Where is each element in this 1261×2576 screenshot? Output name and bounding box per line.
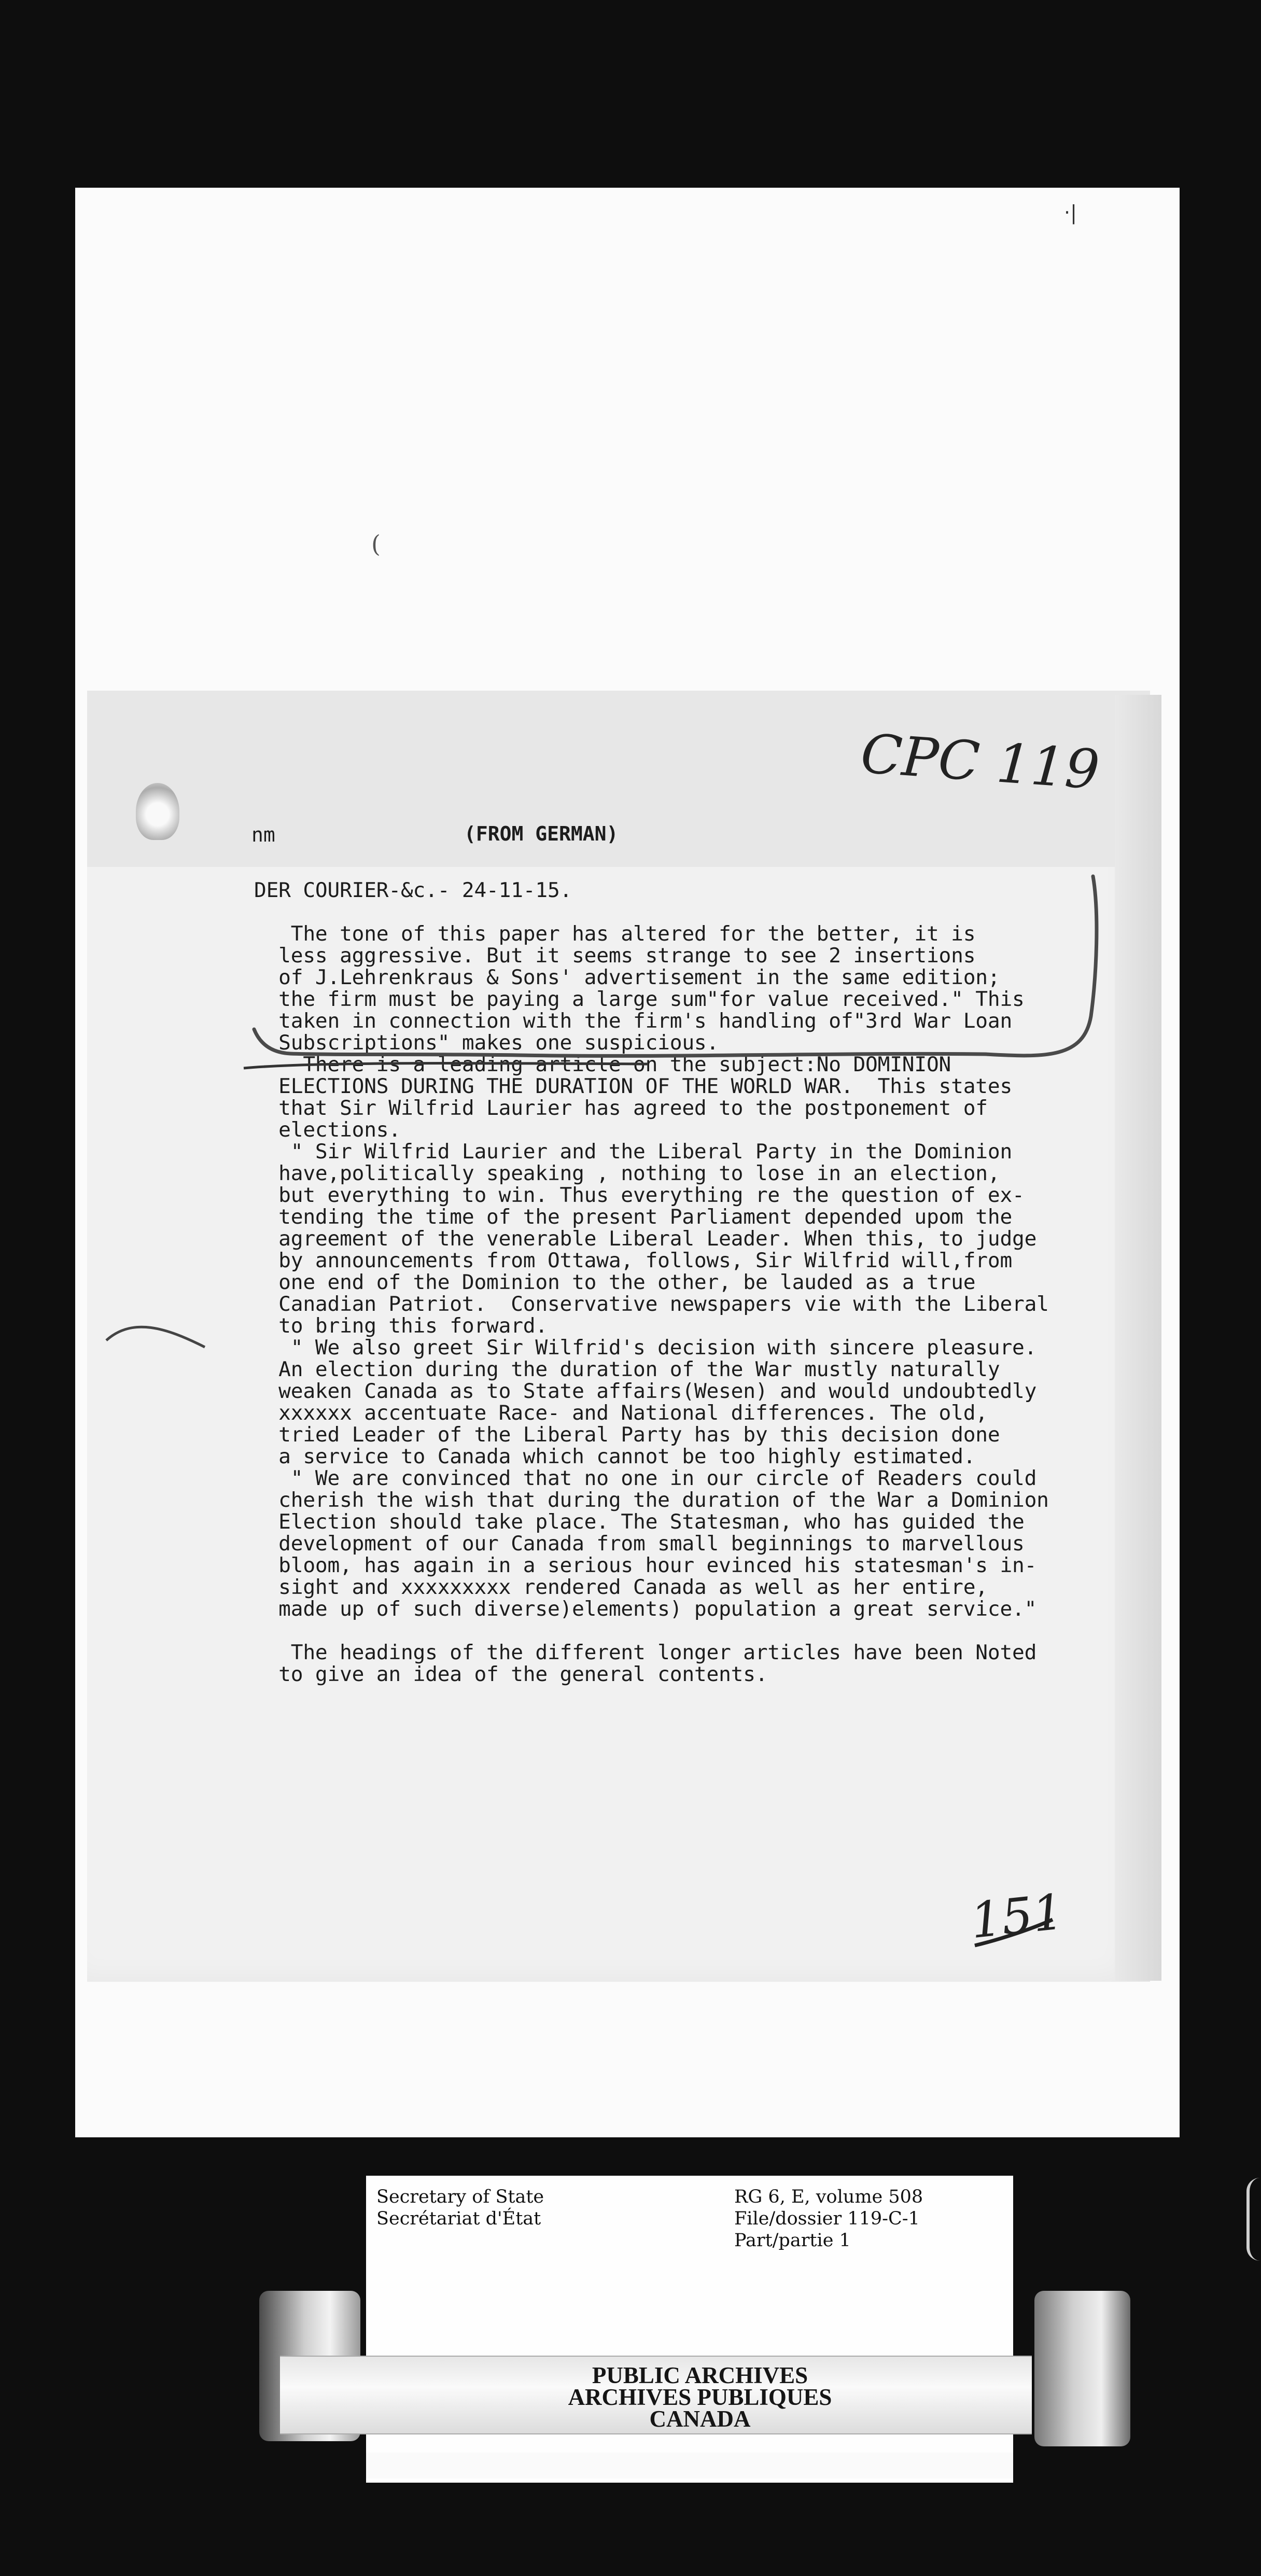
memo-closing-line: The headings of the different longer articles have been Noted [254,1641,1037,1664]
pencil-underline-mark [244,1063,648,1068]
archive-card-lower-edge [366,2453,1013,2479]
handwritten-reference-tag: CPC 119 [859,722,1102,802]
card-part-number: Part/partie 1 [734,2230,851,2251]
memo-line: Canadian Patriot. Conservative newspapers vie with the Liberal [254,1292,1049,1316]
memo-line: but everything to win. Thus everything re the question of ex- [254,1183,1025,1207]
memo-line: by announcements from Ottawa, follows, Sir Wilfrid will,from [254,1249,1013,1272]
archive-stamp-line: CANADA [649,2406,751,2432]
card-department [376,2186,544,2230]
archive-stamp-line: ARCHIVES PUBLIQUES [568,2384,832,2410]
card-file-number: File/dossier 119-C-1 [734,2208,920,2229]
memo-line: There is a leading article on the subject:No DOMINION [254,1053,951,1076]
memo-line: to bring this forward. [254,1314,548,1338]
memo-title-line: DER COURIER-&c.- 24-11-15. [254,878,572,902]
card-record-group: RG 6, E, volume 508 [734,2187,923,2207]
memo-line: elections. [254,1118,401,1142]
memo-line: " We are convinced that no one in our circle of Readers could [254,1466,1037,1490]
memo-line: sight and xxxxxxxxx rendered Canada as well as her entire, [254,1575,988,1599]
memo-line: ELECTIONS DURING THE DURATION OF THE WORLD WAR. This states [254,1074,1013,1098]
corner-tick-mark: ·| [1064,201,1077,224]
archive-reference-card [366,2176,1013,2483]
memo-line: tending the time of the present Parliament depended upom the [254,1205,1013,1229]
handwritten-folio-number: 151 [968,1883,1067,1950]
memo-line: taken in connection with the firm's handling of"3rd War Loan [254,1009,1013,1033]
card-department-en: Secretary of State [376,2187,544,2207]
scanner-edge-bracket [1246,2178,1260,2261]
card-file-reference [734,2186,923,2251]
memo-line: development of our Canada from small beginnings to marvellous [254,1532,1025,1556]
translation-note: (FROM GERMAN) [464,822,619,845]
memo-line: The tone of this paper has altered for the better, it is [254,922,976,946]
stray-pencil-mark: ( [371,530,381,558]
memo-line: less aggressive. But it seems strange to see 2 insertions [254,944,976,968]
typist-initials: nm [251,823,275,846]
memo-line: one end of the Dominion to the other, be lauded as a true [254,1270,976,1294]
memo-line: the firm must be paying a large sum"for value received." This [254,987,1025,1011]
pencil-bracket-mark [254,876,1097,1056]
memo-line: " Sir Wilfrid Laurier and the Liberal Party in the Dominion [254,1140,1013,1164]
memo-line: that Sir Wilfrid Laurier has agreed to the postponement of [254,1096,988,1120]
memo-line: have,politically speaking , nothing to lose in an election, [254,1161,1000,1185]
memo-line: xxxxxx accentuate Race- and National differences. The old, [254,1401,988,1425]
memo-line: bloom, has again in a serious hour evinced his statesman's in- [254,1553,1037,1577]
memo-line: Subscriptions" makes one suspicious. [254,1031,719,1055]
memo-line: made up of such diverse)elements) population a great service." [254,1597,1037,1621]
pencil-margin-dash [106,1327,205,1347]
memo-line: weaken Canada as to State affairs(Wesen) and would undoubtedly [254,1379,1037,1403]
memo-line: cherish the wish that during the duration of the War a Dominion [254,1488,1049,1512]
memo-closing-line: to give an idea of the general contents. [254,1662,768,1686]
memo-line: tried Leader of the Liberal Party has by this decision done [254,1423,1000,1447]
memo-line: a service to Canada which cannot be too highly estimated. [254,1445,976,1468]
archive-stamp-line: PUBLIC ARCHIVES [592,2362,808,2388]
memo-line: Election should take place. The Statesman, who has guided the [254,1510,1025,1534]
card-department-fr: Secrétariat d'État [376,2208,541,2229]
memo-line: An election during the duration of the War mustly naturally [254,1357,1000,1381]
archive-stamp [0,2364,1261,2430]
memo-line: " We also greet Sir Wilfrid's decision with sincere pleasure. [254,1336,1037,1360]
memo-line: of J.Lehrenkraus & Sons' advertisement in the same edition; [254,965,1000,989]
memo-line: agreement of the venerable Liberal Leader. When this, to judge [254,1227,1037,1251]
